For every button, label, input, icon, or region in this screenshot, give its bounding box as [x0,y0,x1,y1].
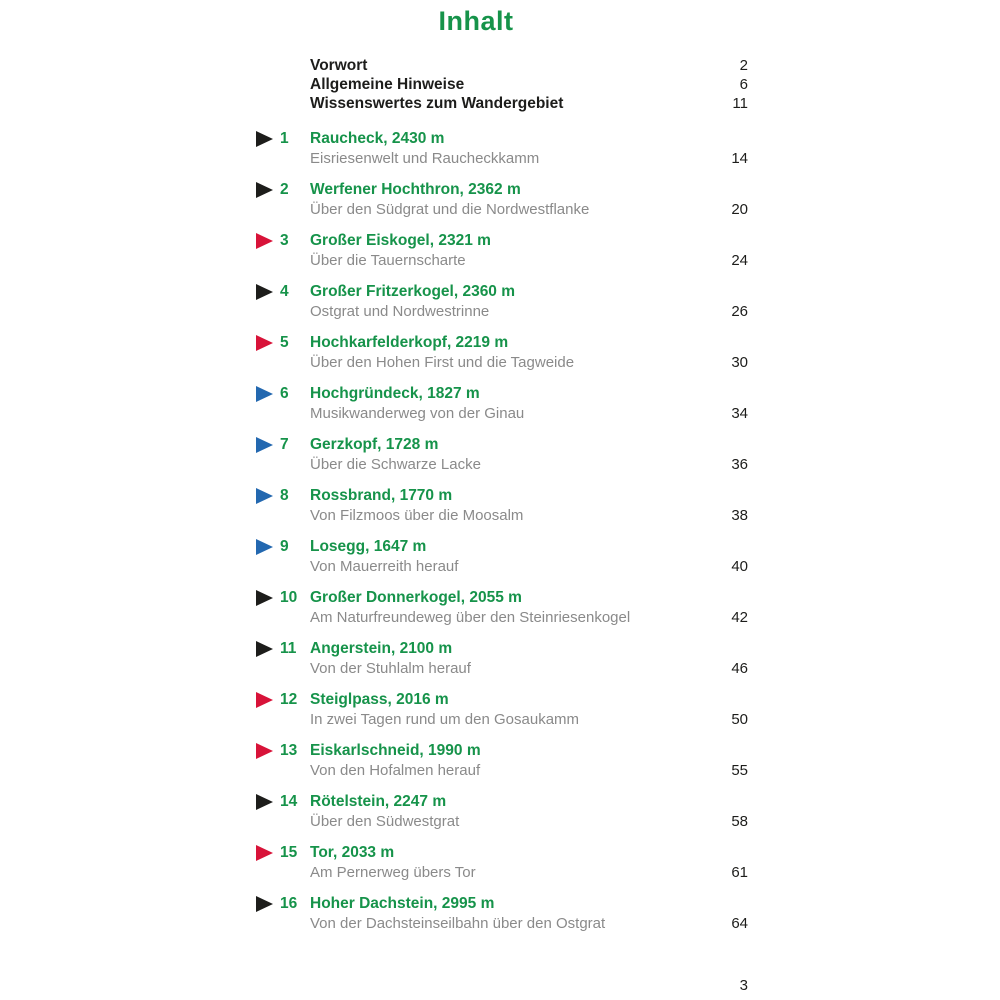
route-number: 8 [280,487,289,504]
route-subtitle: Von der Stuhlalm herauf [310,660,471,677]
front-matter-page-number: 2 [739,57,748,74]
front-matter-label: Vorwort [310,57,368,74]
toc-entry [256,282,748,322]
route-number: 9 [280,538,289,555]
route-page-number: 46 [731,660,748,677]
toc-entry [256,180,748,220]
route-title: Rossbrand, 1770 m [310,487,453,504]
route-marker-cell [256,792,310,812]
route-page-number: 20 [731,201,748,218]
route-difficulty-triangle-icon [256,488,273,504]
route-title: Angerstein, 2100 m [310,640,453,657]
route-subtitle: Von der Dachsteinseilbahn über den Ostgrat [310,915,606,932]
route-number: 7 [280,436,289,453]
front-matter-page-number: 11 [732,95,748,112]
route-difficulty-triangle-icon [256,845,273,861]
route-number: 16 [280,895,298,912]
route-subtitle: Musikwanderweg von der Ginau [310,405,525,422]
route-marker-cell [256,690,310,710]
route-difficulty-triangle-icon [256,284,273,300]
route-page-number: 55 [731,762,748,779]
route-marker-cell [256,843,310,863]
route-number: 5 [280,334,289,351]
route-subtitle: Über den Südgrat und die Nordwestflanke [310,201,590,218]
route-title: Gerzkopf, 1728 m [310,436,439,453]
route-title: Rötelstein, 2247 m [310,793,447,810]
route-number: 13 [280,742,298,759]
route-page-number: 38 [731,507,748,524]
route-marker-cell [256,129,310,149]
route-number: 3 [280,232,289,249]
route-subtitle: Ostgrat und Nordwestrinne [310,303,490,320]
route-title: Hochkarfelderkopf, 2219 m [310,334,509,351]
route-marker-cell [256,333,310,353]
route-title: Tor, 2033 m [310,844,395,861]
toc-entry [256,129,748,169]
route-page-number: 14 [731,150,748,167]
route-subtitle: Von Mauerreith herauf [310,558,459,575]
route-difficulty-triangle-icon [256,896,273,912]
page-title: Inhalt [438,6,514,36]
route-subtitle: Über die Tauernscharte [310,252,466,269]
route-subtitle: Von den Hofalmen herauf [310,762,481,779]
front-matter-row [310,75,748,94]
route-page-number: 61 [731,864,748,881]
route-difficulty-triangle-icon [256,539,273,555]
toc-entry [256,843,748,883]
route-title: Großer Fritzerkogel, 2360 m [310,283,516,300]
route-page-number: 40 [731,558,748,575]
route-marker-cell [256,537,310,557]
route-difficulty-triangle-icon [256,182,273,198]
route-title: Großer Eiskogel, 2321 m [310,232,491,249]
route-page-number: 64 [731,915,748,932]
route-difficulty-triangle-icon [256,590,273,606]
route-page-number: 26 [731,303,748,320]
route-number: 6 [280,385,289,402]
route-marker-cell [256,384,310,404]
toc-entry [256,537,748,577]
route-subtitle: Eisriesenwelt und Raucheckkamm [310,150,540,167]
toc-entry [256,384,748,424]
toc-entry [256,231,748,271]
route-number: 2 [280,181,289,198]
route-number: 15 [280,844,298,861]
route-marker-cell [256,282,310,302]
route-page-number: 34 [731,405,748,422]
route-subtitle: Über den Hohen First und die Tagweide [310,354,575,371]
toc-entry [256,690,748,730]
route-marker-cell [256,588,310,608]
route-title: Hochgründeck, 1827 m [310,385,480,402]
route-marker-cell [256,639,310,659]
route-difficulty-triangle-icon [256,437,273,453]
route-marker-cell [256,231,310,251]
route-subtitle: Über die Schwarze Lacke [310,456,481,473]
route-number: 11 [280,640,297,657]
route-page-number: 36 [731,456,748,473]
route-difficulty-triangle-icon [256,131,273,147]
route-marker-cell [256,741,310,761]
route-difficulty-triangle-icon [256,335,273,351]
front-matter-label: Allgemeine Hinweise [310,76,465,93]
route-title: Losegg, 1647 m [310,538,427,555]
route-subtitle: Über den Südwestgrat [310,813,460,830]
route-marker-cell [256,894,310,914]
route-number: 10 [280,589,298,606]
route-subtitle: Am Pernerweg übers Tor [310,864,476,881]
route-title: Großer Donnerkogel, 2055 m [310,589,522,606]
route-number: 14 [280,793,298,810]
route-number: 1 [280,130,289,147]
toc-entry [256,486,748,526]
route-marker-cell [256,180,310,200]
route-page-number: 24 [731,252,748,269]
route-difficulty-triangle-icon [256,641,273,657]
toc-entry [256,792,748,832]
front-matter-section [310,56,748,113]
toc-entry [256,588,748,628]
route-page-number: 42 [731,609,748,626]
route-title: Eiskarlschneid, 1990 m [310,742,481,759]
toc-entry-list [256,129,748,945]
front-matter-row [310,94,748,113]
route-number: 4 [280,283,289,300]
route-page-number: 30 [731,354,748,371]
route-title: Raucheck, 2430 m [310,130,445,147]
route-page-number: 58 [731,813,748,830]
route-title: Werfener Hochthron, 2362 m [310,181,521,198]
front-matter-page-number: 6 [739,76,748,93]
folio-page-number: 3 [739,977,748,994]
route-title: Steiglpass, 2016 m [310,691,449,708]
front-matter-row [310,56,748,75]
route-difficulty-triangle-icon [256,386,273,402]
route-number: 12 [280,691,298,708]
route-difficulty-triangle-icon [256,692,273,708]
route-marker-cell [256,435,310,455]
toc-entry [256,435,748,475]
toc-entry [256,639,748,679]
route-subtitle: Am Naturfreundeweg über den Steinriesenkogel [310,609,631,626]
toc-entry [256,741,748,781]
toc-entry [256,894,748,934]
route-subtitle: Von Filzmoos über die Moosalm [310,507,524,524]
route-title: Hoher Dachstein, 2995 m [310,895,495,912]
route-page-number: 50 [731,711,748,728]
route-difficulty-triangle-icon [256,743,273,759]
toc-entry [256,333,748,373]
route-subtitle: In zwei Tagen rund um den Gosaukamm [310,711,580,728]
route-marker-cell [256,486,310,506]
route-difficulty-triangle-icon [256,233,273,249]
route-difficulty-triangle-icon [256,794,273,810]
front-matter-label: Wissenswertes zum Wandergebiet [310,95,564,112]
